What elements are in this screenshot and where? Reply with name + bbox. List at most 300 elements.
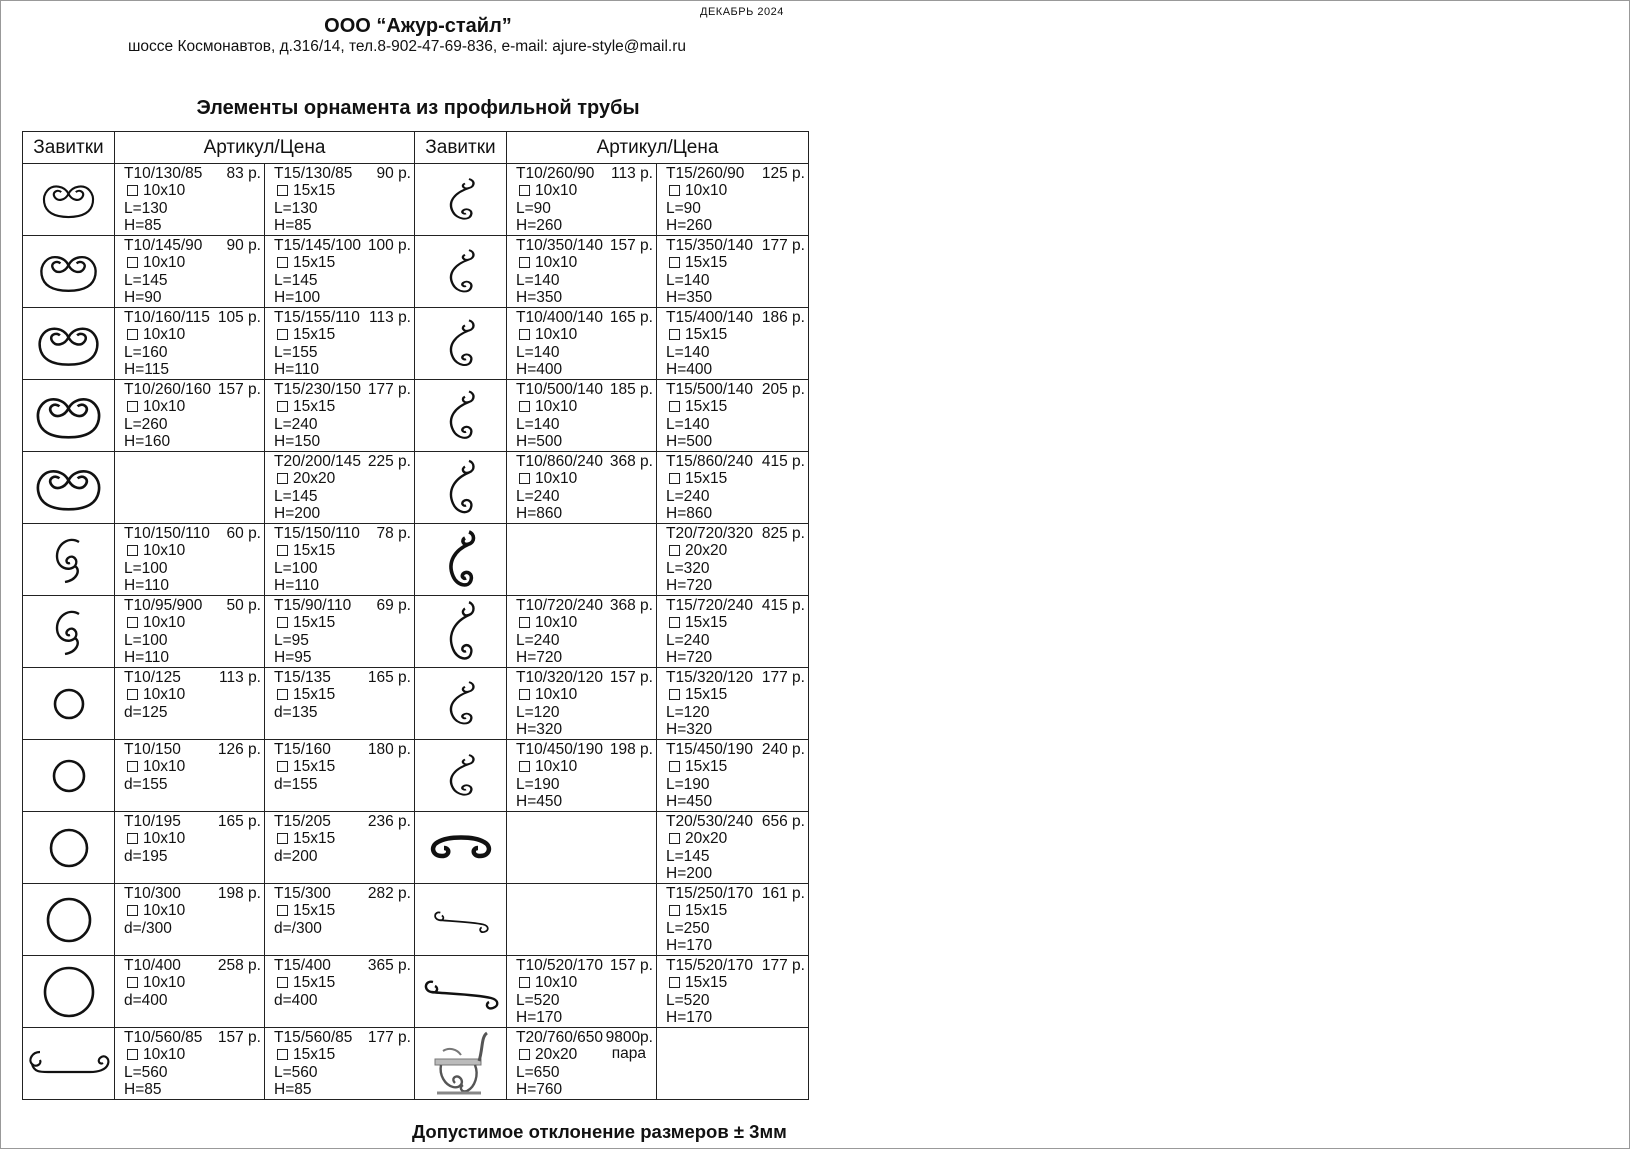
- profile-size: 10x10: [143, 326, 186, 344]
- article-code: T10/500/140: [516, 381, 604, 398]
- product-cell: [507, 596, 657, 668]
- dimension-1: L=95: [274, 631, 309, 649]
- double-curl-icon: [23, 452, 115, 524]
- article-code: T15/520/170: [666, 957, 754, 974]
- price: 113 р.: [219, 669, 261, 686]
- horizontal-s-scroll-icon: [415, 884, 507, 956]
- dimension-2: H=260: [666, 216, 713, 234]
- price: 157 р.: [217, 381, 261, 398]
- profile-size: 20x20: [685, 830, 728, 848]
- dimension-1: L=120: [666, 703, 710, 721]
- profile-size: 15x15: [293, 686, 336, 704]
- square-profile-icon: [127, 617, 138, 628]
- dimension-1: L=260: [124, 415, 168, 433]
- square-profile-icon: [277, 185, 288, 196]
- table-row: [23, 308, 809, 380]
- price: 165 р.: [609, 309, 653, 326]
- price: 205 р.: [761, 381, 805, 398]
- price: 365 р.: [367, 957, 411, 974]
- article-code: T15/150/110: [274, 525, 360, 542]
- product-cell: [657, 164, 809, 236]
- dimension-1: L=240: [274, 415, 318, 433]
- square-profile-icon: [277, 329, 288, 340]
- article-code: T20/760/650: [516, 1029, 604, 1046]
- dimension-2: H=110: [274, 576, 319, 594]
- price: 282 р.: [367, 885, 411, 902]
- square-profile-icon: [277, 257, 288, 268]
- dimension-1: L=140: [516, 271, 560, 289]
- profile-size: 10x10: [685, 182, 728, 200]
- price: 180 р.: [367, 741, 411, 758]
- profile-size: 15x15: [685, 254, 728, 272]
- price: 60 р.: [226, 525, 261, 542]
- product-cell: [507, 308, 657, 380]
- company-contacts: шоссе Космонавтов, д.316/14, тел.8-902-47-69-836, e-mail: ajure-style@mail.ru: [128, 38, 687, 55]
- dimension-2: H=350: [516, 288, 563, 306]
- profile-size: 20x20: [685, 542, 728, 560]
- square-profile-icon: [277, 905, 288, 916]
- article-code: T10/150/110: [124, 525, 210, 542]
- dimension-1: L=130: [274, 199, 318, 217]
- dimension-2: H=100: [274, 288, 321, 306]
- price: 177 р.: [761, 957, 805, 974]
- square-profile-icon: [277, 617, 288, 628]
- profile-size: 15x15: [293, 398, 336, 416]
- dimension-1: d=/300: [274, 919, 322, 937]
- profile-size: 10x10: [535, 254, 578, 272]
- table-row: [23, 164, 809, 236]
- empty-cell: [657, 1028, 809, 1100]
- square-profile-icon: [127, 185, 138, 196]
- empty-cell: [115, 452, 265, 524]
- article-code: T10/350/140: [516, 237, 604, 254]
- article-code: T15/90/110: [274, 597, 352, 614]
- product-cell: [657, 668, 809, 740]
- price: 126 р.: [217, 741, 261, 758]
- price: 78 р.: [376, 525, 411, 542]
- dimension-1: L=520: [666, 991, 710, 1009]
- price: 157 р.: [609, 669, 653, 686]
- table-row: [23, 596, 809, 668]
- product-cell: [507, 452, 657, 524]
- product-cell: [265, 236, 415, 308]
- product-cell: [265, 380, 415, 452]
- square-profile-icon: [277, 689, 288, 700]
- article-code: T20/530/240: [666, 813, 754, 830]
- profile-size: 15x15: [685, 398, 728, 416]
- article-code: T15/130/85: [274, 165, 353, 182]
- dimension-2: H=720: [666, 648, 713, 666]
- dimension-2: H=160: [124, 432, 171, 450]
- profile-size: 15x15: [293, 974, 336, 992]
- dimension-1: L=90: [666, 199, 701, 217]
- article-code: T15/400/140: [666, 309, 754, 326]
- article-code: T10/300: [124, 885, 181, 902]
- dimension-1: L=140: [666, 343, 710, 361]
- s-scroll-icon: [415, 236, 507, 308]
- profile-size: 20x20: [293, 470, 336, 488]
- square-profile-icon: [277, 1049, 288, 1060]
- profile-size: 10x10: [535, 470, 578, 488]
- table-row: [23, 956, 809, 1028]
- dimension-1: L=145: [274, 487, 318, 505]
- square-profile-icon: [669, 545, 680, 556]
- square-profile-icon: [127, 401, 138, 412]
- article-code: T15/250/170: [666, 885, 754, 902]
- dimension-1: L=160: [124, 343, 168, 361]
- square-profile-icon: [669, 689, 680, 700]
- s-scroll-icon: [415, 308, 507, 380]
- empty-cell: [507, 812, 657, 884]
- price-table: [22, 131, 809, 1100]
- bench-photo-icon: [415, 1028, 507, 1100]
- square-profile-icon: [519, 473, 530, 484]
- table-row: [23, 524, 809, 596]
- article-code: T10/260/160: [124, 381, 212, 398]
- price: 368 р.: [609, 453, 653, 470]
- price: 90 р.: [226, 237, 261, 254]
- price: 105 р.: [217, 309, 261, 326]
- profile-size: 10x10: [535, 974, 578, 992]
- dimension-2: H=90: [124, 288, 162, 306]
- article-code: T15/155/110: [274, 309, 360, 326]
- product-cell: [657, 884, 809, 956]
- profile-size: 10x10: [535, 686, 578, 704]
- square-profile-icon: [277, 401, 288, 412]
- profile-size: 15x15: [293, 902, 336, 920]
- square-profile-icon: [277, 545, 288, 556]
- double-curl-icon: [23, 380, 115, 452]
- s-scroll-icon: [415, 740, 507, 812]
- square-profile-icon: [519, 977, 530, 988]
- dimension-2: H=170: [666, 1008, 713, 1026]
- profile-size: 10x10: [143, 614, 186, 632]
- profile-size: 10x10: [143, 398, 186, 416]
- profile-size: 10x10: [143, 686, 186, 704]
- article-code: T15/160: [274, 741, 331, 758]
- date-label: ДЕКАБРЬ 2024: [700, 6, 784, 18]
- square-profile-icon: [127, 977, 138, 988]
- price: 113 р.: [611, 165, 653, 182]
- s-scroll-icon: [415, 380, 507, 452]
- product-cell: [115, 956, 265, 1028]
- price: 236 р.: [367, 813, 411, 830]
- dimension-1: L=130: [124, 199, 168, 217]
- square-profile-icon: [669, 617, 680, 628]
- product-cell: [265, 452, 415, 524]
- dimension-2: H=450: [666, 792, 713, 810]
- price: 165 р.: [367, 669, 411, 686]
- product-cell: [115, 236, 265, 308]
- article-code: T10/195: [124, 813, 181, 830]
- dimension-2: H=110: [274, 360, 319, 378]
- dimension-1: d=200: [274, 847, 318, 865]
- dimension-2: H=720: [666, 576, 713, 594]
- profile-size: 10x10: [143, 182, 186, 200]
- article-code: T10/130/85: [124, 165, 203, 182]
- product-cell: [657, 596, 809, 668]
- square-profile-icon: [519, 257, 530, 268]
- profile-size: 15x15: [293, 758, 336, 776]
- profile-size: 15x15: [685, 686, 728, 704]
- dimension-2: H=350: [666, 288, 713, 306]
- square-profile-icon: [669, 761, 680, 772]
- table-row: [23, 740, 809, 812]
- price: 415 р.: [761, 453, 805, 470]
- dimension-2: H=860: [516, 504, 563, 522]
- article-code: T10/150: [124, 741, 181, 758]
- profile-size: 15x15: [293, 830, 336, 848]
- price: 185 р.: [609, 381, 653, 398]
- product-cell: [657, 740, 809, 812]
- price: 157 р.: [609, 957, 653, 974]
- product-cell: [265, 308, 415, 380]
- dimension-1: L=320: [666, 559, 710, 577]
- s-scroll-icon: [415, 164, 507, 236]
- article-code: T15/300: [274, 885, 331, 902]
- profile-size: 10x10: [535, 182, 578, 200]
- article-code: T15/260/90: [666, 165, 745, 182]
- company-name: ООО “Ажур-стайл”: [324, 15, 512, 37]
- product-cell: [507, 740, 657, 812]
- table-header-row: [23, 132, 809, 164]
- product-cell: [115, 308, 265, 380]
- dimension-2: H=260: [516, 216, 563, 234]
- article-code: T20/200/145: [274, 453, 362, 470]
- price: 177 р.: [367, 1029, 411, 1046]
- square-profile-icon: [277, 761, 288, 772]
- flat-scroll-icon: [23, 1028, 115, 1100]
- profile-size: 15x15: [685, 470, 728, 488]
- dimension-1: d=195: [124, 847, 168, 865]
- dimension-1: L=145: [666, 847, 710, 865]
- square-profile-icon: [519, 617, 530, 628]
- s-scroll-icon: [415, 596, 507, 668]
- article-code: T15/350/140: [666, 237, 754, 254]
- dimension-1: L=100: [124, 559, 168, 577]
- double-curl-icon: [23, 164, 115, 236]
- dimension-1: d=155: [124, 775, 168, 793]
- price: 225 р.: [367, 453, 411, 470]
- dimension-2: H=860: [666, 504, 713, 522]
- ring-icon: [23, 884, 115, 956]
- dimension-2: H=95: [274, 648, 312, 666]
- price: 165 р.: [217, 813, 261, 830]
- double-curl-icon: [23, 236, 115, 308]
- product-cell: [507, 164, 657, 236]
- product-cell: [265, 740, 415, 812]
- product-cell: [657, 956, 809, 1028]
- column-header-curls: Завитки: [415, 132, 507, 164]
- dimension-1: L=520: [516, 991, 560, 1009]
- product-cell: [115, 164, 265, 236]
- dimension-2: H=170: [516, 1008, 563, 1026]
- profile-size: 10x10: [535, 758, 578, 776]
- s-scroll-icon: [415, 452, 507, 524]
- article-code: T15/205: [274, 813, 331, 830]
- dimension-2: H=500: [516, 432, 563, 450]
- article-code: T15/135: [274, 669, 331, 686]
- dimension-1: d=135: [274, 703, 318, 721]
- dimension-1: L=140: [516, 415, 560, 433]
- article-code: T15/560/85: [274, 1029, 353, 1046]
- square-profile-icon: [669, 257, 680, 268]
- product-cell: [115, 740, 265, 812]
- dimension-2: H=200: [666, 864, 713, 882]
- profile-size: 10x10: [143, 254, 186, 272]
- price: 69 р.: [376, 597, 411, 614]
- product-cell: [115, 1028, 265, 1100]
- table-row: [23, 380, 809, 452]
- product-cell: [265, 164, 415, 236]
- price: 177 р.: [761, 669, 805, 686]
- square-profile-icon: [669, 329, 680, 340]
- empty-cell: [507, 524, 657, 596]
- square-profile-icon: [519, 761, 530, 772]
- product-cell: [265, 812, 415, 884]
- price: 240 р.: [761, 741, 805, 758]
- column-header-article-price: Артикул/Цена: [507, 132, 809, 164]
- profile-size: 10x10: [143, 830, 186, 848]
- price: 186 р.: [761, 309, 805, 326]
- article-code: T20/720/320: [666, 525, 754, 542]
- double-curl-icon: [23, 308, 115, 380]
- product-cell: [507, 956, 657, 1028]
- square-profile-icon: [127, 329, 138, 340]
- product-cell: [507, 1028, 657, 1100]
- square-profile-icon: [127, 1049, 138, 1060]
- dimension-1: L=240: [516, 487, 560, 505]
- product-cell: [115, 812, 265, 884]
- product-cell: [507, 380, 657, 452]
- dimension-1: L=650: [516, 1063, 560, 1081]
- price: 100 р.: [367, 237, 411, 254]
- square-profile-icon: [669, 401, 680, 412]
- dimension-2: H=720: [516, 648, 563, 666]
- dimension-1: L=240: [666, 631, 710, 649]
- square-profile-icon: [669, 977, 680, 988]
- price: 656 р.: [761, 813, 805, 830]
- dimension-2: H=85: [124, 1080, 162, 1098]
- column-header-curls: Завитки: [23, 132, 115, 164]
- c-scroll-icon: [415, 812, 507, 884]
- article-code: T15/230/150: [274, 381, 362, 398]
- profile-size: 15x15: [293, 1046, 336, 1064]
- dimension-2: H=170: [666, 936, 713, 954]
- profile-size: 15x15: [685, 758, 728, 776]
- dimension-2: H=85: [124, 216, 162, 234]
- profile-size: 15x15: [293, 542, 336, 560]
- horizontal-s-scroll-icon: [415, 956, 507, 1028]
- square-profile-icon: [669, 833, 680, 844]
- dimension-1: L=100: [124, 631, 168, 649]
- dimension-2: H=110: [124, 648, 169, 666]
- table-row: [23, 668, 809, 740]
- price: 157 р.: [609, 237, 653, 254]
- dimension-2: H=400: [666, 360, 713, 378]
- square-profile-icon: [519, 185, 530, 196]
- product-cell: [657, 524, 809, 596]
- dimension-1: d=400: [124, 991, 168, 1009]
- dimension-1: L=560: [124, 1063, 168, 1081]
- profile-size: 15x15: [685, 326, 728, 344]
- product-cell: [115, 380, 265, 452]
- square-profile-icon: [127, 545, 138, 556]
- table-row: [23, 812, 809, 884]
- price: 825 р.: [761, 525, 805, 542]
- product-cell: [265, 1028, 415, 1100]
- square-profile-icon: [127, 761, 138, 772]
- s-scroll-icon: [415, 524, 507, 596]
- product-cell: [265, 884, 415, 956]
- article-code: T10/160/115: [124, 309, 210, 326]
- article-code: T15/720/240: [666, 597, 754, 614]
- dimension-2: H=320: [666, 720, 713, 738]
- square-profile-icon: [669, 185, 680, 196]
- price: 113 р.: [369, 309, 411, 326]
- product-cell: [507, 236, 657, 308]
- column-header-article-price: Артикул/Цена: [115, 132, 415, 164]
- single-curl-icon: [23, 596, 115, 668]
- article-code: T15/860/240: [666, 453, 754, 470]
- ring-icon: [23, 740, 115, 812]
- ring-icon: [23, 812, 115, 884]
- product-cell: [265, 956, 415, 1028]
- dimension-1: L=145: [124, 271, 168, 289]
- square-profile-icon: [127, 833, 138, 844]
- square-profile-icon: [669, 905, 680, 916]
- price: 157 р.: [217, 1029, 261, 1046]
- dimension-1: L=140: [666, 415, 710, 433]
- dimension-1: L=190: [666, 775, 710, 793]
- dimension-2: H=150: [274, 432, 321, 450]
- dimension-2: H=85: [274, 216, 312, 234]
- article-code: T10/520/170: [516, 957, 604, 974]
- product-cell: [657, 308, 809, 380]
- dimension-1: L=140: [666, 271, 710, 289]
- profile-size: 15x15: [293, 614, 336, 632]
- dimension-1: L=140: [516, 343, 560, 361]
- product-cell: [657, 812, 809, 884]
- dimension-1: d=155: [274, 775, 318, 793]
- profile-size: 10x10: [143, 974, 186, 992]
- dimension-1: d=125: [124, 703, 168, 721]
- square-profile-icon: [519, 329, 530, 340]
- product-cell: [265, 596, 415, 668]
- dimension-2: H=115: [124, 360, 169, 378]
- price: 9800р.: [605, 1029, 653, 1046]
- article-code: T15/500/140: [666, 381, 754, 398]
- price: 415 р.: [761, 597, 805, 614]
- table-row: [23, 1028, 809, 1100]
- dimension-1: L=120: [516, 703, 560, 721]
- article-code: T10/560/85: [124, 1029, 203, 1046]
- square-profile-icon: [127, 905, 138, 916]
- article-code: T10/125: [124, 669, 181, 686]
- page-title: Элементы орнамента из профильной трубы: [196, 97, 640, 119]
- table-row: [23, 884, 809, 956]
- product-cell: [265, 668, 415, 740]
- article-code: T15/320/120: [666, 669, 754, 686]
- single-curl-icon: [23, 524, 115, 596]
- profile-size: 15x15: [685, 974, 728, 992]
- article-code: T10/400: [124, 957, 181, 974]
- square-profile-icon: [277, 833, 288, 844]
- article-code: T10/860/240: [516, 453, 604, 470]
- profile-size: 15x15: [685, 614, 728, 632]
- article-code: T10/95/900: [124, 597, 203, 614]
- price: 50 р.: [226, 597, 261, 614]
